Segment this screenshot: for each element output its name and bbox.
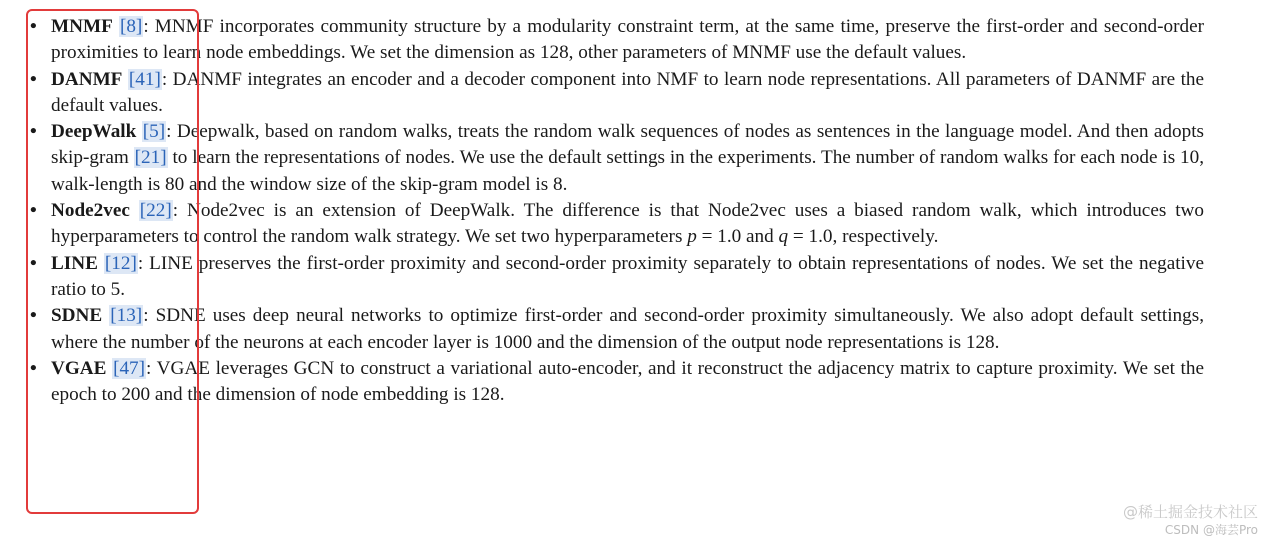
citation-link[interactable]: [21] [134, 147, 167, 169]
method-description: : VGAE leverages GCN to construct a variational auto-encoder, and it reconstruct the adjacency matrix to capture proximity. We set the epoch to 200 and the dimension of node embedding is 128. [51, 357, 1204, 406]
math-value: = 1.0 [696, 226, 742, 248]
citation-link[interactable]: [5] [142, 121, 166, 143]
method-name: DeepWalk [51, 121, 137, 143]
method-description: : MNMF incorporates community structure by a modularity constraint term, at the same time, preserve the first-order and second-order proximities to learn node embeddings. We set the dimension as 128, other parameters of MNMF use the default values. [51, 16, 1204, 64]
citation-link[interactable]: [47] [113, 357, 146, 379]
method-description: to learn the representations of nodes. We use the default settings in the experiments. The number of random walks for each node is 10, walk-length is 80 and the window size of the skip-gram model is 8. [51, 147, 1204, 195]
method-description: , respectively. [832, 226, 939, 248]
citation-link[interactable]: [8] [119, 16, 143, 37]
bullet: • [30, 252, 37, 274]
method-name: DANMF [51, 68, 123, 90]
watermark-juejin: @稀土掘金技术社区 [1122, 503, 1258, 521]
baseline-method-list [30, 14, 1204, 408]
method-name: VGAE [51, 357, 107, 379]
bullet: • [30, 357, 37, 379]
list-item-node2vec [30, 198, 1204, 251]
citation-link[interactable]: [13] [110, 305, 143, 327]
list-item-vgae [30, 356, 1204, 409]
list-item-danmf [30, 67, 1204, 120]
bullet: • [30, 121, 37, 143]
list-item-sdne [30, 303, 1204, 356]
bullet: • [30, 305, 37, 327]
method-name: LINE [51, 252, 98, 274]
method-description: : Node2vec is an extension of DeepWalk. The difference is that Node2vec uses a biased random walk, which introduces two hyperparameters to control the random walk strategy. We set two hyperparameters [51, 200, 1204, 248]
method-description: : DANMF integrates an encoder and a decoder component into NMF to learn node representations. All parameters of DANMF are the default values. [51, 68, 1205, 116]
list-item-deepwalk [30, 119, 1204, 198]
method-description: and [741, 226, 779, 248]
watermark-csdn: CSDN @海芸Pro [1164, 523, 1258, 537]
method-description: : SDNE uses deep neural networks to optimize first-order and second-order proximity simultaneously. We also adopt default settings, where the number of the neurons at each encoder layer is 1000 and the dimension of the output node representations is 128. [51, 305, 1205, 353]
method-description: : LINE preserves the first-order proximity and second-order proximity separately to obtain representations of nodes. We set the negative ratio to 5. [51, 252, 1204, 300]
citation-link[interactable]: [41] [128, 68, 161, 90]
method-name: SDNE [51, 305, 103, 327]
bullet: • [30, 68, 37, 90]
citation-link[interactable]: [22] [139, 200, 172, 222]
bullet: • [30, 16, 37, 37]
method-description: : Deepwalk, based on random walks, treats the random walk sequences of nodes as sentences in the language model. And then adopts skip-gram [51, 121, 1204, 169]
math-variable: q [778, 226, 789, 248]
list-item-line [30, 251, 1204, 304]
math-variable: p [687, 226, 697, 248]
list-item-mnmf [30, 14, 1204, 67]
citation-link[interactable]: [12] [104, 252, 137, 274]
method-name: MNMF [51, 16, 113, 37]
math-value: = 1.0 [788, 226, 833, 248]
bullet: • [30, 200, 37, 222]
method-name: Node2vec [51, 200, 130, 222]
